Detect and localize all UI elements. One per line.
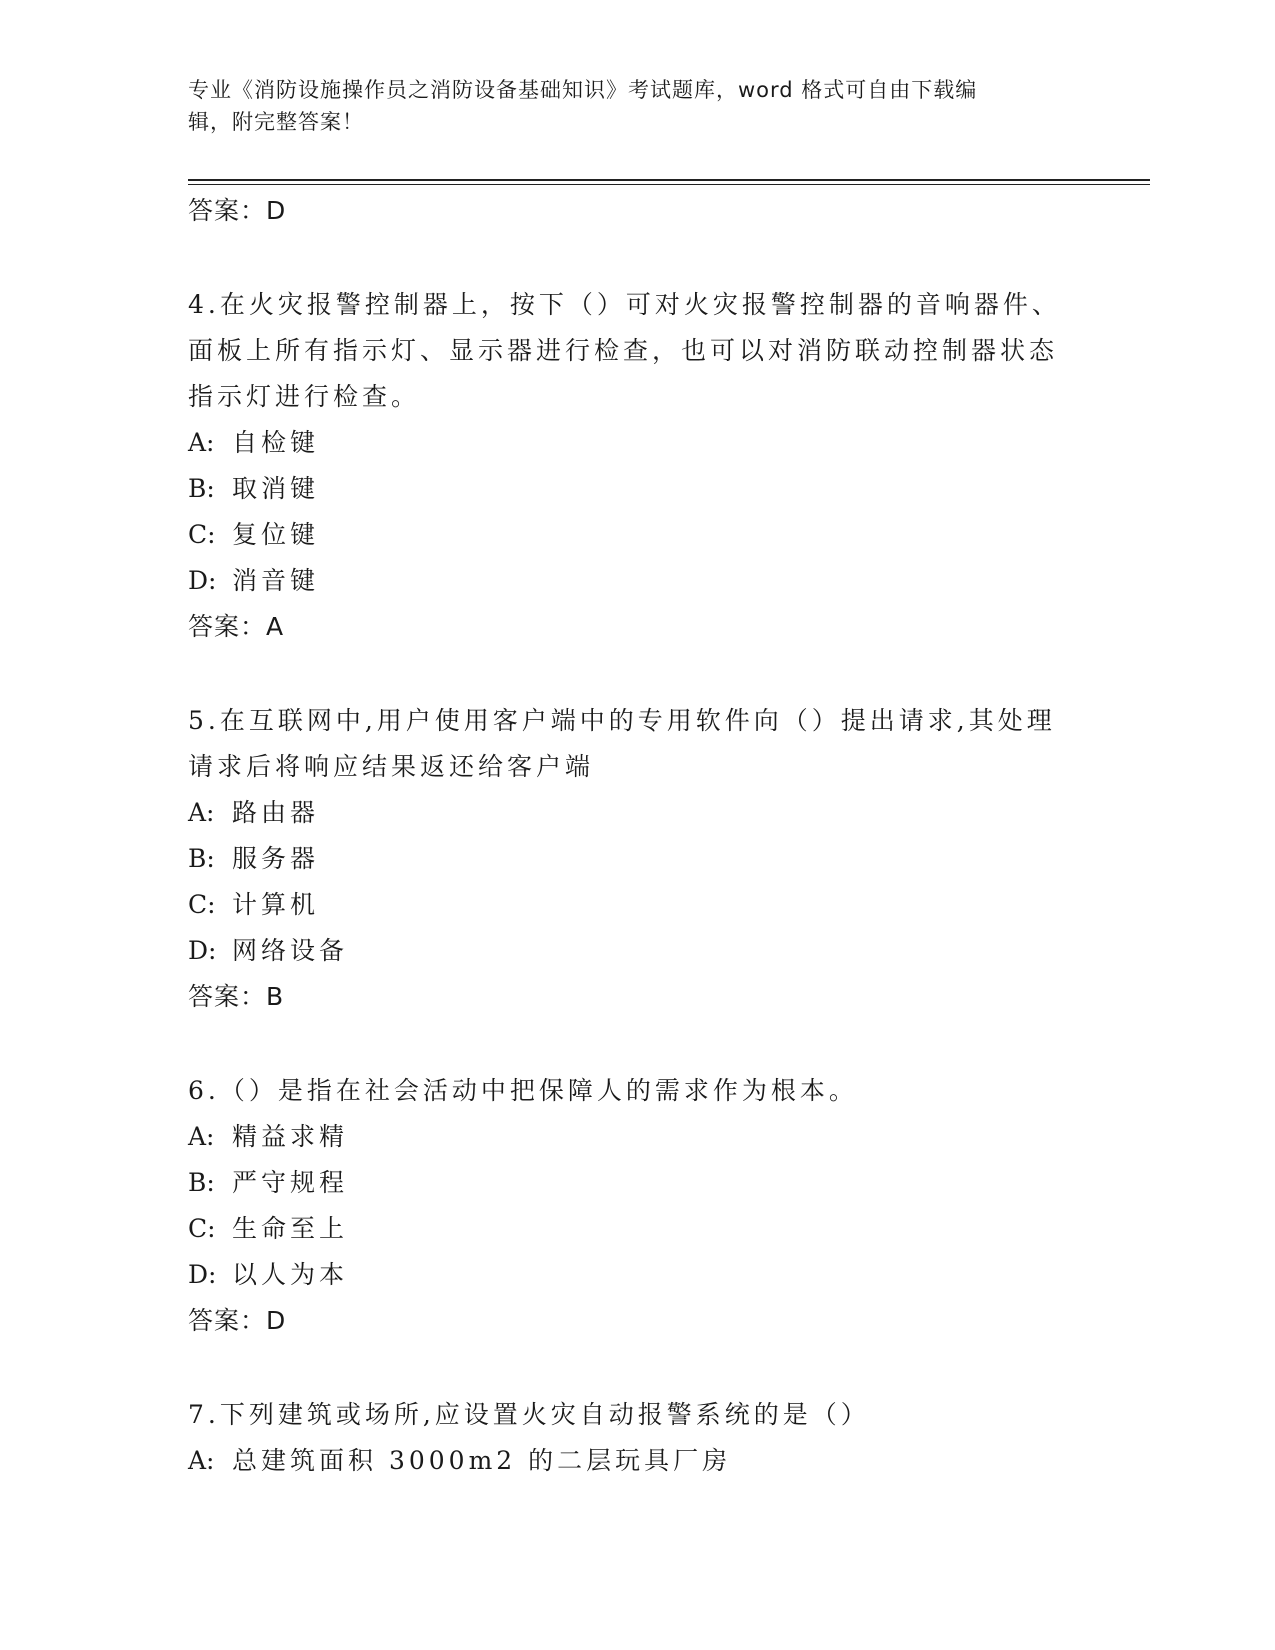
option-text: 精益求精 — [232, 1122, 349, 1151]
option-key: B: — [188, 1168, 215, 1197]
question-text-line: 指示灯进行检查。 — [188, 382, 421, 411]
question-7 — [188, 1392, 1088, 1438]
document-header — [188, 74, 1068, 138]
option-key: D: — [188, 936, 217, 965]
question-6 — [188, 1068, 1088, 1114]
header-rule-thin — [188, 184, 1150, 185]
option-text: 总建筑面积 3000m2 的二层玩具厂房 — [232, 1446, 732, 1475]
option-key: A: — [188, 798, 215, 827]
option-key: A: — [188, 1122, 215, 1151]
option-text: 计算机 — [232, 890, 320, 919]
option-text: 路由器 — [232, 798, 320, 827]
option-key: C: — [188, 890, 216, 919]
option-text: 取消键 — [232, 474, 320, 503]
option-text: 严守规程 — [232, 1168, 349, 1197]
question-text-line: 7.下列建筑或场所,应设置火灾自动报警系统的是（） — [188, 1400, 870, 1429]
option-key: C: — [188, 1214, 216, 1243]
option-c — [188, 882, 1088, 928]
header-rule-thick — [188, 179, 1150, 181]
answer-line: 答案：D — [188, 196, 287, 225]
option-a — [188, 790, 1088, 836]
answer-line: 答案：A — [188, 612, 285, 641]
question-5 — [188, 698, 1088, 790]
option-b — [188, 836, 1088, 882]
answer-line: 答案：B — [188, 982, 285, 1011]
option-text: 复位键 — [232, 520, 320, 549]
question-text-line: 面板上所有指示灯、显示器进行检查，也可以对消防联动控制器状态 — [188, 336, 1059, 365]
option-c — [188, 512, 1088, 558]
option-text: 自检键 — [232, 428, 320, 457]
option-key: C: — [188, 520, 216, 549]
option-text: 以人为本 — [232, 1260, 349, 1289]
option-a — [188, 1438, 1088, 1484]
option-text: 消音键 — [232, 566, 320, 595]
question-list — [188, 188, 1088, 1484]
question-text-line: 请求后将响应结果返还给客户端 — [188, 752, 595, 781]
option-key: A: — [188, 1446, 215, 1475]
question-text-line: 5.在互联网中,用户使用客户端中的专用软件向（）提出请求,其处理 — [188, 706, 1056, 735]
option-b — [188, 466, 1088, 512]
option-key: A: — [188, 428, 215, 457]
question-text-line: 6.（）是指在社会活动中把保障人的需求作为根本。 — [188, 1076, 858, 1105]
answer-line: 答案：D — [188, 1306, 287, 1335]
option-c — [188, 1206, 1088, 1252]
option-d — [188, 928, 1088, 974]
question-4 — [188, 282, 1088, 420]
option-d — [188, 1252, 1088, 1298]
question-text-line: 4.在火灾报警控制器上，按下（）可对火灾报警控制器的音响器件、 — [188, 290, 1061, 319]
option-key: B: — [188, 474, 215, 503]
option-b — [188, 1160, 1088, 1206]
option-text: 生命至上 — [232, 1214, 349, 1243]
option-key: D: — [188, 1260, 217, 1289]
option-text: 网络设备 — [232, 936, 349, 965]
option-d — [188, 558, 1088, 604]
option-key: B: — [188, 844, 215, 873]
header-line-1: 专业《消防设施操作员之消防设备基础知识》考试题库，word 格式可自由下载编 — [188, 78, 978, 102]
option-key: D: — [188, 566, 217, 595]
header-line-2: 辑，附完整答案！ — [188, 110, 364, 134]
option-a — [188, 1114, 1088, 1160]
option-a — [188, 420, 1088, 466]
option-text: 服务器 — [232, 844, 320, 873]
